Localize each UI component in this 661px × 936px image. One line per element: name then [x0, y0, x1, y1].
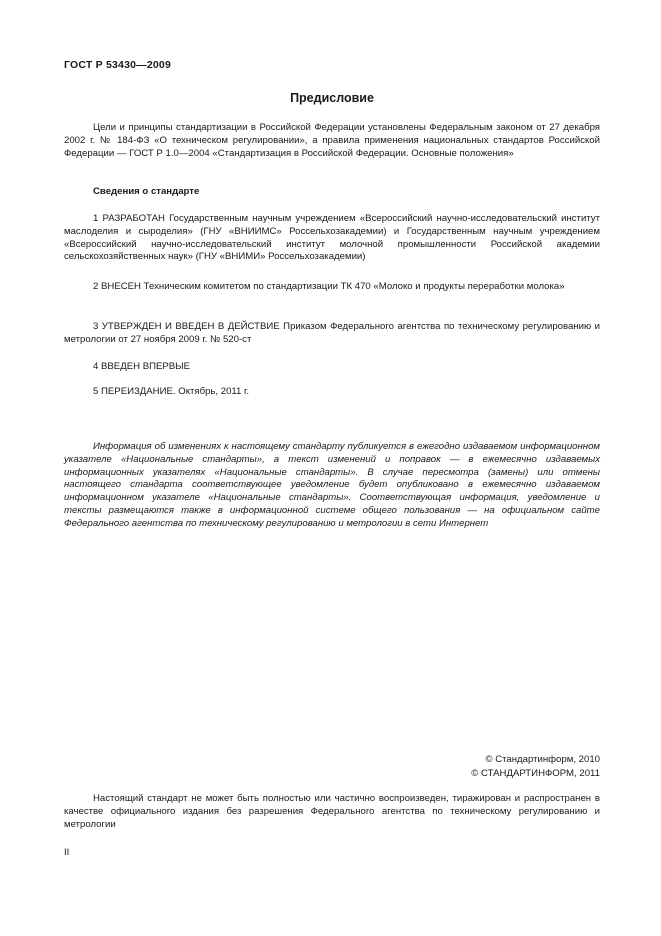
standard-info-heading: Сведения о стандарте: [93, 186, 200, 197]
intro-paragraph: Цели и принципы стандартизации в Российской Федерации установлены Федеральным законом от 27 декабря 2002 г. № 184-ФЗ «О техническом регулировании», а правила применения национальных стандартов Российской Федерации — ГОСТ Р 1.0—2004 «Стандартизация в Российской Федерации. Основные положения»: [64, 122, 600, 159]
item-reissue: 5 ПЕРЕИЗДАНИЕ. Октябрь, 2011 г.: [93, 386, 250, 397]
copyright-2011: © СТАНДАРТИНФОРМ, 2011: [471, 768, 600, 779]
reproduction-notice: Настоящий стандарт не может быть полностью или частично воспроизведен, тиражирован и распространен в качестве официального издания без разрешения Федерального агентства по техническому регулированию и метрологии: [64, 793, 600, 830]
item-introduced-by: 2 ВНЕСЕН Техническим комитетом по стандартизации ТК 470 «Молоко и продукты переработки молока»: [93, 281, 565, 292]
page-title: Предисловие: [290, 91, 374, 105]
page-number: II: [64, 847, 70, 858]
copyright-2010: © Стандартинформ, 2010: [485, 754, 600, 765]
item-developed-by: 1 РАЗРАБОТАН Государственным научным учреждением «Всероссийский научно-исследовательский институт маслоделия и сыроделия» (ГНУ «ВНИИМС» Россельхозакадемии) и Государственным научным учреждением «Всероссийский научно-исследовательский институт молочной промышленности Российской академии сельскохозяйственных наук» (ГНУ «ВНИМИ» Россельхозакадемии): [64, 213, 600, 263]
document-code-header: ГОСТ Р 53430—2009: [64, 59, 172, 71]
item-approved: 3 УТВЕРЖДЕН И ВВЕДЕН В ДЕЙСТВИЕ Приказом Федерального агентства по техническому регулированию и метрологии от 27 ноября 2009 г. № 520-ст: [64, 321, 600, 345]
changes-notice-paragraph: Информация об изменениях к настоящему стандарту публикуется в ежегодно издаваемом информационном указателе «Национальные стандарты», а текст изменений и поправок — в ежемесячно издаваемых информационных указателях «Национальные стандарты». В случае пересмотра (замены) или отмены настоящего стандарта соответствующее уведомление будет опубликовано в ежемесячно издаваемом информационном указателе «Национальные стандарты». Соответствующая информация, уведомление и тексты размещаются также в информационной системе общего пользования — на официальном сайте Федерального агентства по техническому регулированию и метрологии в сети Интернет: [64, 441, 600, 529]
item-first-introduced: 4 ВВЕДЕН ВПЕРВЫЕ: [93, 361, 191, 372]
